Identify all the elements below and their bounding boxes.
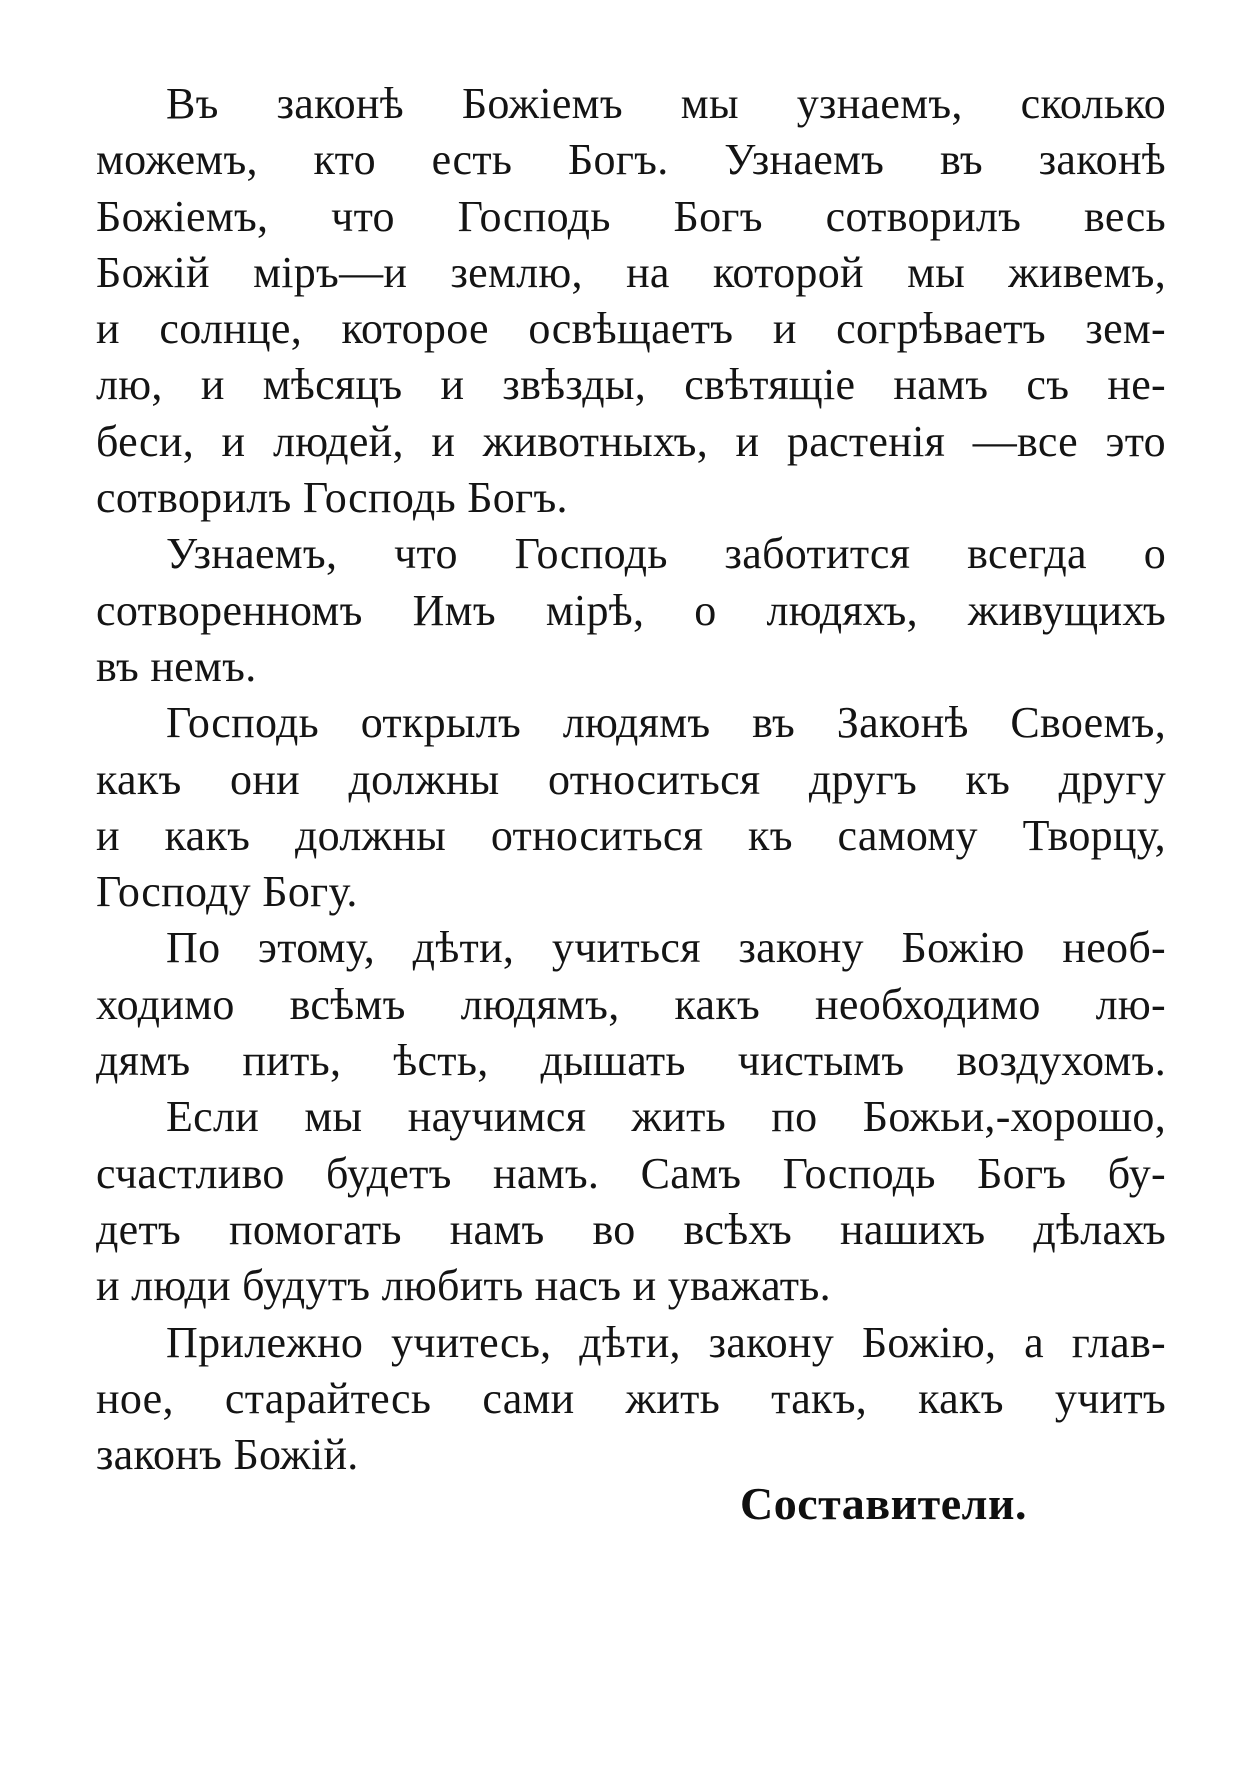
text-line: Узнаемъ, что Господь заботится всегда о xyxy=(166,529,1166,579)
text-line: и солнце, которое освѣщаетъ и согрѣваетъ зем- xyxy=(96,304,1166,354)
paragraph-1 xyxy=(96,76,1166,526)
text-line: можемъ, кто есть Богъ. Узнаемъ въ законѣ xyxy=(96,135,1166,185)
text-line: Прилежно учитесь, дѣти, закону Божію, а глав- xyxy=(166,1317,1166,1367)
text-line: сотворилъ Господь Богъ. xyxy=(96,473,568,523)
text-line: въ немъ. xyxy=(96,641,257,691)
text-line: ходимо всѣмъ людямъ, какъ необходимо лю- xyxy=(96,979,1166,1029)
text-line: детъ помогать намъ во всѣхъ нашихъ дѣлахъ xyxy=(96,1204,1166,1254)
text-line: ное, старайтесь сами жить такъ, какъ учитъ xyxy=(96,1373,1166,1423)
text-line: и люди будутъ любить насъ и уважать. xyxy=(96,1261,831,1311)
body-text xyxy=(96,76,1166,1483)
text-line: Господь открылъ людямъ въ Законѣ Своемъ, xyxy=(166,698,1166,748)
text-line: По этому, дѣти, учиться закону Божію необ- xyxy=(166,923,1166,973)
paragraph-3 xyxy=(96,695,1166,920)
paragraph-2 xyxy=(96,526,1166,695)
paragraph-6 xyxy=(96,1315,1166,1484)
text-line: счастливо будетъ намъ. Самъ Господь Богъ бу- xyxy=(96,1148,1166,1198)
text-line: Божіемъ, что Господь Богъ сотворилъ весь xyxy=(96,191,1166,241)
text-line: и какъ должны относиться къ самому Творцу, xyxy=(96,810,1166,860)
text-line: беси, и людей, и животныхъ, и растенія —все это xyxy=(96,416,1166,466)
text-line: лю, и мѣсяцъ и звѣзды, свѣтящіе намъ съ не- xyxy=(96,360,1166,410)
text-line: Господу Богу. xyxy=(96,867,358,917)
paragraph-4 xyxy=(96,920,1166,1089)
text-line: дямъ пить, ѣсть, дышать чистымъ воздухомъ. xyxy=(96,1036,1166,1086)
text-line: сотворенномъ Имъ мірѣ, о людяхъ, живущихъ xyxy=(96,585,1166,635)
text-line: Если мы научимся жить по Божьи,-хорошо, xyxy=(166,1092,1166,1142)
paragraph-5 xyxy=(96,1089,1166,1314)
signature: Составители. xyxy=(740,1478,1027,1529)
text-line: Божій міръ—и землю, на которой мы живемъ, xyxy=(96,247,1166,297)
text-line: законъ Божій. xyxy=(96,1430,359,1480)
text-line: какъ они должны относиться другъ къ другу xyxy=(96,754,1166,804)
text-line: Въ законѣ Божіемъ мы узнаемъ, сколько xyxy=(166,79,1166,128)
